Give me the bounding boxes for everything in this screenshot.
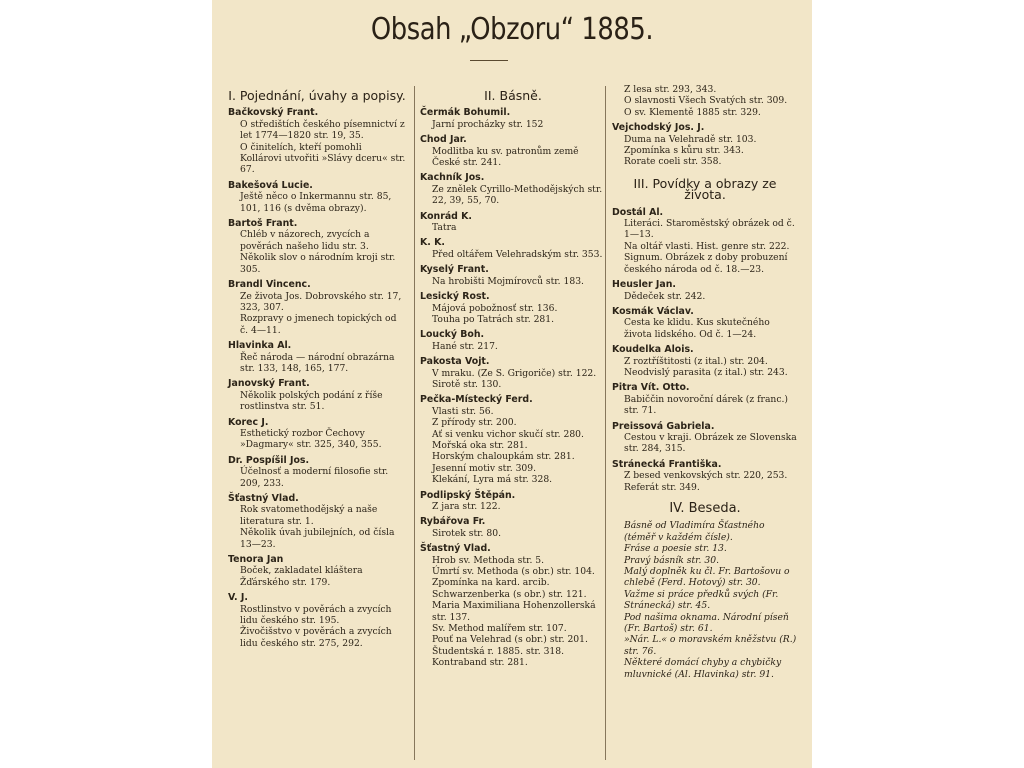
author-name: Brandl Vincenc.	[228, 279, 311, 291]
author-name: Čermák Bohumil.	[420, 107, 511, 119]
entry	[420, 490, 606, 513]
beseda-item: Pod našima oknama. Národní píseň (Fr. Bartoš) str. 61.	[624, 611, 789, 635]
author-name: Konrád K.	[420, 210, 472, 222]
entry-item: Rok svatomethodějský a naše literatura str. 1.	[240, 504, 378, 527]
entry-item: Tatra	[432, 222, 457, 234]
entry-item: Několik slov o národním kroji str. 305.	[240, 252, 396, 275]
author-name: Kyselý Frant.	[420, 264, 489, 276]
entry-item: Horským chaloupkám str. 281.	[432, 451, 575, 463]
author-name: Loucký Boh.	[420, 329, 485, 341]
beseda-item: Važme si práce předků svých (Fr. Stránecká) str. 45.	[624, 588, 779, 612]
entry-item: Boček, zakladatel kláštera Žďárského str. 179.	[240, 565, 363, 588]
entry-item: Modlitba ku sv. patronům země České str. 241.	[432, 145, 579, 169]
entry-item: Esthetický rozbor Čechovy »Dagmary« str. 325, 340, 355.	[240, 427, 382, 451]
entry-item: Kontraband str. 281.	[432, 657, 528, 669]
author-name: Vejchodský Jos. J.	[612, 122, 705, 134]
author-name: Stránecká Františka.	[612, 458, 722, 470]
beseda-item: Fráse a poesie str. 13.	[624, 543, 727, 555]
entry-item: Maria Maximiliana Hohenzollerská str. 137.	[432, 600, 596, 623]
entry-item: Jarní procházky str. 152	[432, 118, 544, 130]
author-name: V. J.	[228, 592, 248, 604]
entry-item: Rozpravy o jmenech topických od č. 4—11.	[240, 313, 397, 336]
entry	[420, 172, 606, 206]
entry-item: Vlasti str. 56.	[432, 405, 494, 417]
entry-item: Sv. Method malířem str. 107.	[432, 623, 567, 635]
author-name: Kachník Jos.	[420, 172, 485, 184]
entry	[420, 237, 606, 260]
entry-list	[420, 107, 606, 668]
entry-item: Neodvislý parasita (z ital.) str. 243.	[624, 366, 788, 378]
entry-item: Študentská r. 1885. str. 318.	[432, 645, 565, 657]
entry	[420, 107, 606, 130]
beseda-item: Malý doplněk ku čl. Fr. Bartošovu o chlebě (Ferd. Hotový) str. 30.	[624, 566, 790, 589]
entry-item: O činitelích, kteří pomohli Kollárovi utvořiti »Slávy dceru« str. 67.	[240, 141, 406, 176]
author-name: Dr. Pospíšil Jos.	[228, 454, 310, 466]
entry	[228, 340, 406, 374]
entry-item: O středištích českého písemnictví z let 1774—1820 str. 19, 35.	[240, 118, 405, 142]
entry	[612, 122, 798, 168]
author-name: K. K.	[420, 237, 445, 249]
column-2	[420, 86, 606, 669]
author-name: Chod Jar.	[420, 134, 467, 146]
entry-item: Zpomínka na kard. arcib. Schwarzenberka (s obr.) str. 121.	[432, 577, 587, 600]
entry	[228, 218, 406, 275]
entry	[228, 107, 406, 175]
entry-item: Sirotě str. 130.	[432, 378, 502, 390]
entry	[420, 264, 606, 287]
entry-item: Sirotek str. 80.	[432, 527, 502, 539]
entry-item: Živočišstvo v pověrách a zvycích lidu českého str. 275, 292.	[240, 626, 392, 649]
entry-item: Ještě něco o Inkermannu str. 85, 101, 116 (s dvěma obrazy).	[240, 191, 392, 214]
entry	[228, 554, 406, 588]
entry-item: Ať si venku vichor skučí str. 280.	[432, 428, 584, 440]
author-name: Preissová Gabriela.	[612, 420, 715, 432]
entry-item: Rorate coeli str. 358.	[624, 156, 722, 168]
entry-list	[228, 107, 406, 649]
entry-item: Zpomínka s kůru str. 343.	[624, 145, 744, 157]
entry	[612, 207, 798, 275]
entry-item: Referát str. 349.	[624, 481, 700, 493]
entry	[228, 493, 406, 550]
section-heading: II. Básně.	[484, 88, 542, 103]
entry-item: Úmrtí sv. Methoda (s obr.) str. 104.	[432, 566, 595, 578]
entry-item: Ze znělek Cyrillo-Methodějských str. 22, 39, 55, 70.	[432, 183, 603, 207]
entry-item: Literáci. Staroměstský obrázek od č. 1—13.	[624, 218, 795, 241]
author-name: Rybářova Fr.	[420, 516, 486, 528]
entry-item: Z lesa str. 293, 343.	[624, 84, 717, 95]
entry	[228, 279, 406, 336]
author-name: Hlavinka Al.	[228, 340, 292, 352]
entry	[420, 516, 606, 539]
entry-item: Touha po Tatrách str. 281.	[432, 313, 555, 325]
entry-item: Hrob sv. Methoda str. 5.	[432, 554, 545, 566]
entry-item: Na oltář vlasti. Hist. genre str. 222.	[624, 240, 790, 252]
beseda-item: »Nár. L.« o moravském kněžstvu (R.) str. 76.	[624, 634, 797, 657]
entry-item: Klekání, Lyra má str. 328.	[432, 474, 553, 486]
entry-item: Chléb v názorech, zvycích a pověrách našeho lidu str. 3.	[240, 229, 370, 252]
entry	[420, 543, 606, 668]
entry-item: Rostlinstvo v pověrách a zvycích lidu českého str. 195.	[240, 603, 392, 627]
beseda-list	[612, 520, 798, 680]
entry	[228, 378, 406, 412]
entry	[612, 306, 798, 340]
entry	[420, 329, 606, 352]
author-name: Tenora Jan	[228, 554, 284, 566]
entry	[420, 394, 606, 485]
entry-item: O slavnosti Všech Svatých str. 309.	[624, 95, 788, 107]
entry-item: V mraku. (Ze S. Grigoriče) str. 122.	[432, 367, 597, 379]
section-heading: III. Povídky a obrazy ze života.	[633, 175, 777, 203]
entry-item: Z besed venkovských str. 220, 253.	[624, 470, 788, 482]
beseda-item: Pravý básník str. 30.	[624, 554, 720, 566]
entry-item: Účelnosť a moderní filosofie str. 209, 233.	[240, 466, 389, 489]
author-name: Šťastný Vlad.	[420, 543, 491, 555]
entry-item: O sv. Klementě 1885 str. 329.	[624, 106, 761, 118]
author-name: Korec J.	[228, 416, 269, 428]
title-rule	[470, 60, 508, 61]
entry-item: Babiččin novoroční dárek (z franc.) str. 71.	[624, 393, 788, 417]
entry	[228, 592, 406, 649]
column-3	[612, 84, 798, 680]
author-name: Bakešová Lucie.	[228, 179, 313, 191]
author-name: Kosmák Václav.	[612, 305, 694, 317]
entry-item: Pouť na Velehrad (s obr.) str. 201.	[432, 634, 588, 646]
column-1	[228, 86, 406, 649]
page-title: Obsah „Obzoru“ 1885.	[370, 12, 654, 47]
entry-item: Z jara str. 122.	[432, 501, 501, 512]
entry-item: Z přírody str. 200.	[432, 417, 517, 429]
entry-item: Před oltářem Velehradským str. 353.	[432, 248, 603, 260]
entry-item: Ze života Jos. Dobrovského str. 17, 323, 307.	[240, 290, 402, 313]
author-name: Dostál Al.	[612, 206, 664, 218]
author-name: Pečka-Místecký Ferd.	[420, 394, 533, 406]
entry-item: Signum. Obrázek z doby probuzení českého národa od č. 18.—23.	[624, 252, 788, 275]
author-name: Bartoš Frant.	[228, 218, 298, 230]
continued-items	[612, 84, 798, 118]
author-name: Koudelka Alois.	[612, 344, 694, 356]
author-name: Bačkovský Frant.	[228, 107, 319, 119]
entry-item: Cestou v kraji. Obrázek ze Slovenska str. 284, 315.	[624, 431, 797, 455]
entry	[420, 134, 606, 168]
entry-item: Mořská oka str. 281.	[432, 439, 528, 451]
author-name: Šťastný Vlad.	[228, 493, 299, 504]
entry-item: Několik polských podání z říše rostlinstva str. 51.	[240, 389, 383, 413]
author-name: Lesický Rost.	[420, 291, 490, 303]
author-name: Heusler Jan.	[612, 279, 676, 291]
entry-item: Duma na Velehradě str. 103.	[624, 133, 757, 145]
author-name: Pitra Vít. Otto.	[612, 382, 690, 394]
beseda-item: Některé domácí chyby a chybičky mluvnické (Al. Hlavinka) str. 91.	[624, 657, 782, 680]
entry	[228, 417, 406, 451]
entry	[420, 291, 606, 325]
author-name: Podlipský Štěpán.	[420, 489, 516, 501]
entry	[612, 279, 798, 302]
entry	[612, 459, 798, 493]
entry-item: Cesta ke klidu. Kus skutečného života lidského. Od č. 1—24.	[624, 317, 770, 340]
section-heading: IV. Beseda.	[669, 501, 741, 516]
entry-item: Hané str. 217.	[432, 340, 498, 352]
entry-item: Několik úvah jubilejních, od čísla 13—23.	[240, 527, 395, 550]
beseda-item: Básně od Vladimíra Šťastného (téměř v každém čísle).	[624, 520, 765, 543]
entry-list	[612, 207, 798, 493]
entry	[228, 180, 406, 214]
entry	[420, 211, 606, 234]
section-heading: I. Pojednání, úvahy a popisy.	[228, 88, 406, 103]
entry-item: Jesenní motiv str. 309.	[432, 462, 537, 474]
entry	[228, 455, 406, 489]
entry	[612, 421, 798, 455]
entry-item: Na hrobišti Mojmírovců str. 183.	[432, 275, 584, 287]
author-name: Pakosta Vojt.	[420, 356, 490, 368]
entry	[420, 356, 606, 390]
entry-item: Májová pobožnosť str. 136.	[432, 302, 558, 314]
author-name: Janovský Frant.	[228, 378, 310, 390]
entry	[612, 344, 798, 378]
entry-item: Řeč národa — národní obrazárna str. 133, 148, 165, 177.	[240, 351, 395, 374]
entry-item: Z roztříštitosti (z ital.) str. 204.	[624, 355, 768, 367]
entry-item: Dědeček str. 242.	[624, 290, 706, 302]
column-divider	[414, 86, 415, 760]
entry	[612, 382, 798, 416]
entry-list	[612, 122, 798, 168]
document-page	[212, 0, 812, 768]
